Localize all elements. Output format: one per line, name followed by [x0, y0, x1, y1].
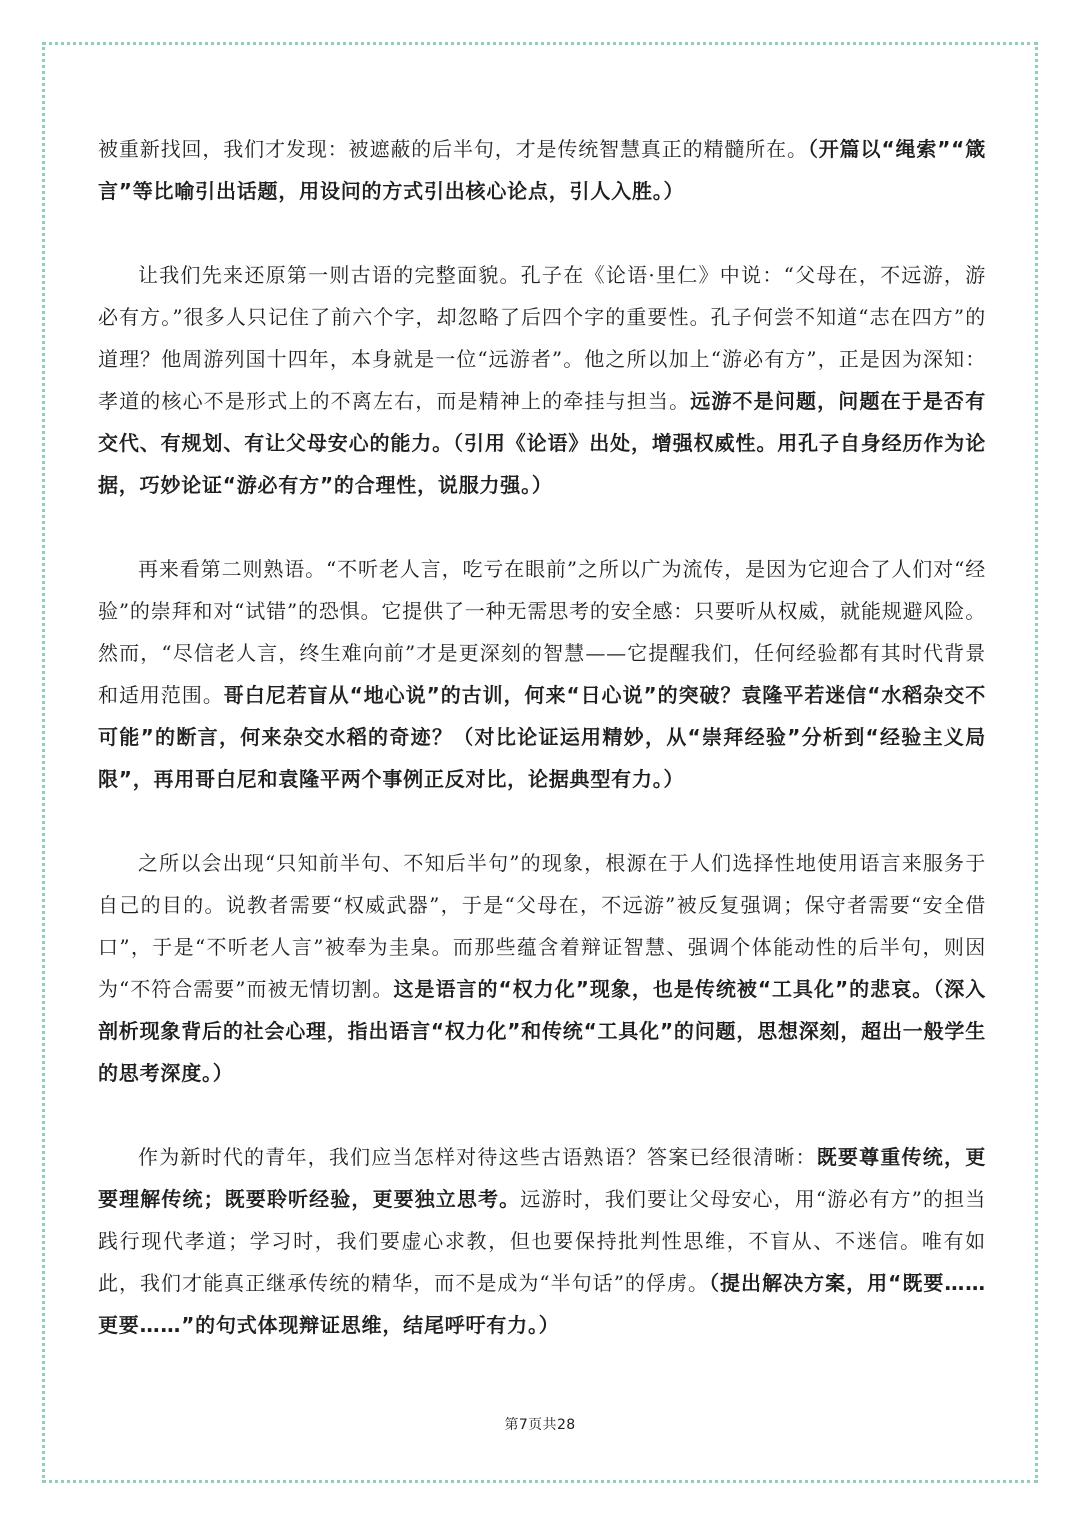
document-body — [98, 128, 986, 1388]
paragraph-5-comment: （提出解决方案，用“既要……更要……”的句式体现辩证思维，结尾呼吁有力。） — [98, 1271, 986, 1337]
paragraph-5-text-b: 远游时，我们要让父母安心，用“游必有方”的担当践行现代孝道；学习时，我们要虚心求教，但也要保持批判性思维，不盲从、不迷信。唯有如此，我们才能真正继承传统的精华，而不是成为“半句话”的俘虏。 — [98, 1187, 986, 1295]
paragraph-2-text: 让我们先来还原第一则古语的完整面貌。孔子在《论语·里仁》中说：“父母在，不远游，游必有方。”很多人只记住了前六个字，却忽略了后四个字的重要性。孔子何尝不知道“志在四方”的道理？他周游列国十四年，本身就是一位“远游者”。他之所以加上“游必有方”，正是因为深知：孝道的核心不是形式上的不离左右，而是精神上的牵挂与担当。 — [98, 263, 986, 413]
paragraph-4-comment: 这是语言的“权力化”现象，也是传统被“工具化”的悲哀。（深入剖析现象背后的社会心理，指出语言“权力化”和传统“工具化”的问题，思想深刻，超出一般学生的思考深度。） — [98, 977, 987, 1085]
paragraph-5 — [98, 1136, 986, 1346]
paragraph-1-comment: （开篇以“绳索”“箴言”等比喻引出话题，用设问的方式引出核心论点，引人入胜。） — [98, 137, 986, 203]
paragraph-4-text: 之所以会出现“只知前半句、不知后半句”的现象，根源在于人们选择性地使用语言来服务于自己的目的。说教者需要“权威武器”，于是“父母在，不远游”被反复强调；保守者需要“安全借口”，于是“不听老人言”被奉为圭臬。而那些蕴含着辩证智慧、强调个体能动性的后半句，则因为“不符合需要”而被无情切割。 — [98, 851, 986, 1001]
paragraph-5-text-a: 作为新时代的青年，我们应当怎样对待这些古语熟语？答案已经很清晰： — [138, 1145, 817, 1169]
paragraph-4 — [98, 842, 986, 1094]
paragraph-1 — [98, 128, 986, 212]
paragraph-5-thesis: 既要尊重传统，更要理解传统；既要聆听经验，更要独立思考。 — [98, 1145, 986, 1211]
paragraph-3-comment: 哥白尼若盲从“地心说”的古训，何来“日心说”的突破？袁隆平若迷信“水稻杂交不可能”的断言，何来杂交水稻的奇迹？（对比论证运用精妙，从“崇拜经验”分析到“经验主义局限”，再用哥白尼和袁隆平两个事例正反对比，论据典型有力。） — [98, 683, 986, 791]
paragraph-1-text: 被重新找回，我们才发现：被遮蔽的后半句，才是传统智慧真正的精髓所在。 — [98, 137, 808, 161]
paragraph-3-text: 再来看第二则熟语。“不听老人言，吃亏在眼前”之所以广为流传，是因为它迎合了人们对“经验”的崇拜和对“试错”的恐惧。它提供了一种无需思考的安全感：只要听从权威，就能规避风险。然而，“尽信老人言，终生难向前”才是更深刻的智慧——它提醒我们，任何经验都有其时代背景和适用范围。 — [98, 557, 986, 707]
paragraph-3 — [98, 548, 986, 800]
page-number: 第7页共28 — [504, 1417, 576, 1433]
paragraph-2 — [98, 254, 986, 506]
paragraph-2-comment: 远游不是问题，问题在于是否有交代、有规划、有让父母安心的能力。（引用《论语》出处，增强权威性。用孔子自身经历作为论据，巧妙论证“游必有方”的合理性，说服力强。） — [98, 389, 986, 497]
